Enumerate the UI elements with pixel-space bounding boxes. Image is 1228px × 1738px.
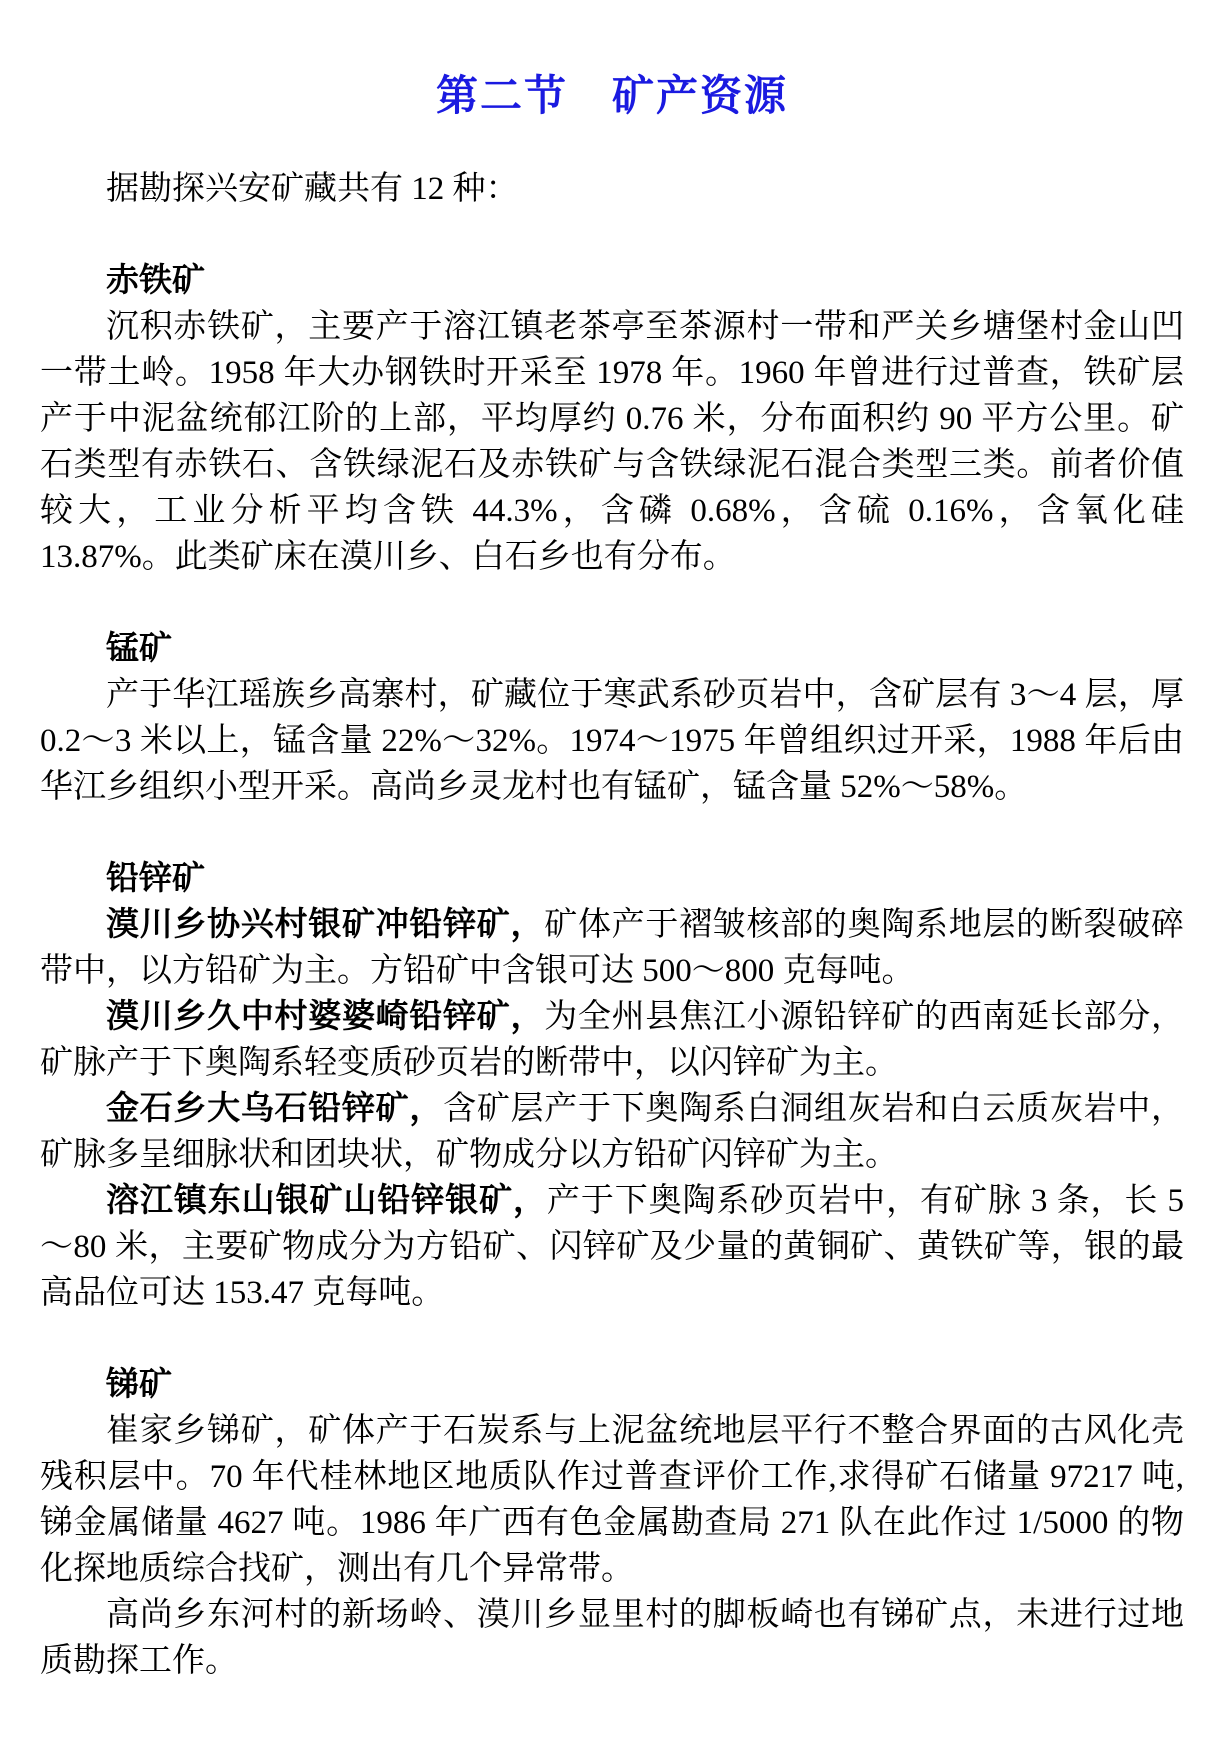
paragraph-lead: 漠川乡久中村婆婆崎铅锌矿， (106, 999, 545, 1035)
paragraph-text: 矿体产于褶皱核部的奥陶系地层的断裂破碎带中，以方铅矿为主。方铅矿中含银可达 500～800 克每吨。 (40, 907, 1185, 989)
paragraph (40, 1592, 1184, 1684)
section-heading-lead-zinc: 铅锌矿 (106, 861, 205, 897)
paragraph (40, 1408, 1184, 1592)
paragraph (40, 1178, 1184, 1316)
paragraph (40, 994, 1184, 1086)
section-manganese (40, 626, 1184, 810)
paragraph-text: 为全州县焦江小源铅锌矿的西南延长部分，矿脉产于下奥陶系轻变质砂页岩的断带中，以闪锌矿为主。 (40, 999, 1185, 1081)
paragraph (40, 1086, 1184, 1178)
section-heading-antimony: 锑矿 (106, 1367, 172, 1403)
paragraph-text: 沉积赤铁矿，主要产于溶江镇老茶亭至茶源村一带和严关乡塘堡村金山凹一带土岭。1958 年大办钢铁时开采至 1978 年。1960 年曾进行过普查，铁矿层产于中泥盆统郁江阶的上部，平均厚约 0.76 米，分布面积约 90 平方公里。矿石类型有赤铁石、含铁绿泥石及赤铁矿与含铁绿泥石混合类型三类。前者价值较大，工业分析平均含铁 44.3%，含磷 0.68%，含硫 0.16%，含氧化硅 13.87%。此类矿床在漠川乡、白石乡也有分布。 (40, 309, 1185, 575)
intro-paragraph: 据勘探兴安矿藏共有 12 种： (106, 171, 519, 207)
paragraph-lead: 溶江镇东山银矿山铅锌银矿， (106, 1183, 547, 1219)
paragraph-lead: 金石乡大乌石铅锌矿， (106, 1091, 444, 1127)
paragraph (40, 902, 1184, 994)
section-heading-manganese: 锰矿 (106, 631, 172, 667)
paragraph-lead: 漠川乡协兴村银矿冲铅锌矿， (106, 907, 545, 943)
paragraph-text: 高尚乡东河村的新场岭、漠川乡显里村的脚板崎也有锑矿点，未进行过地质勘探工作。 (40, 1597, 1184, 1679)
page-title: 第二节 矿产资源 (435, 74, 788, 120)
section-heading-hematite: 赤铁矿 (106, 263, 205, 299)
paragraph-text: 产于下奥陶系砂页岩中，有矿脉 3 条，长 5～80 米，主要矿物成分为方铅矿、闪锌矿及少量的黄铜矿、黄铁矿等，银的最高品位可达 153.47 克每吨。 (40, 1183, 1185, 1311)
paragraph (40, 672, 1184, 810)
paragraph-text: 含矿层产于下奥陶系白洞组灰岩和白云质灰岩中，矿脉多呈细脉状和团块状，矿物成分以方铅矿闪锌矿为主。 (40, 1091, 1185, 1173)
section-hematite (40, 258, 1184, 580)
section-antimony (40, 1362, 1184, 1684)
paragraph (40, 304, 1184, 580)
section-lead-zinc (40, 856, 1184, 1316)
paragraph-text: 崔家乡锑矿，矿体产于石炭系与上泥盆统地层平行不整合界面的古风化壳残积层中。70 年代桂林地区地质队作过普查评价工作,求得矿石储量 97217 吨,锑金属储量 4627 吨。1986 年广西有色金属勘查局 271 队在此作过 1/5000 的物化探地质综合找矿，测出有几个异常带。 (40, 1413, 1184, 1587)
paragraph-text: 产于华江瑶族乡高寨村，矿藏位于寒武系砂页岩中，含矿层有 3～4 层，厚 0.2～3 米以上，锰含量 22%～32%。1974～1975 年曾组织过开采，1988 年后由华江乡组织小型开采。高尚乡灵龙村也有锰矿，锰含量 52%～58%。 (40, 677, 1184, 805)
